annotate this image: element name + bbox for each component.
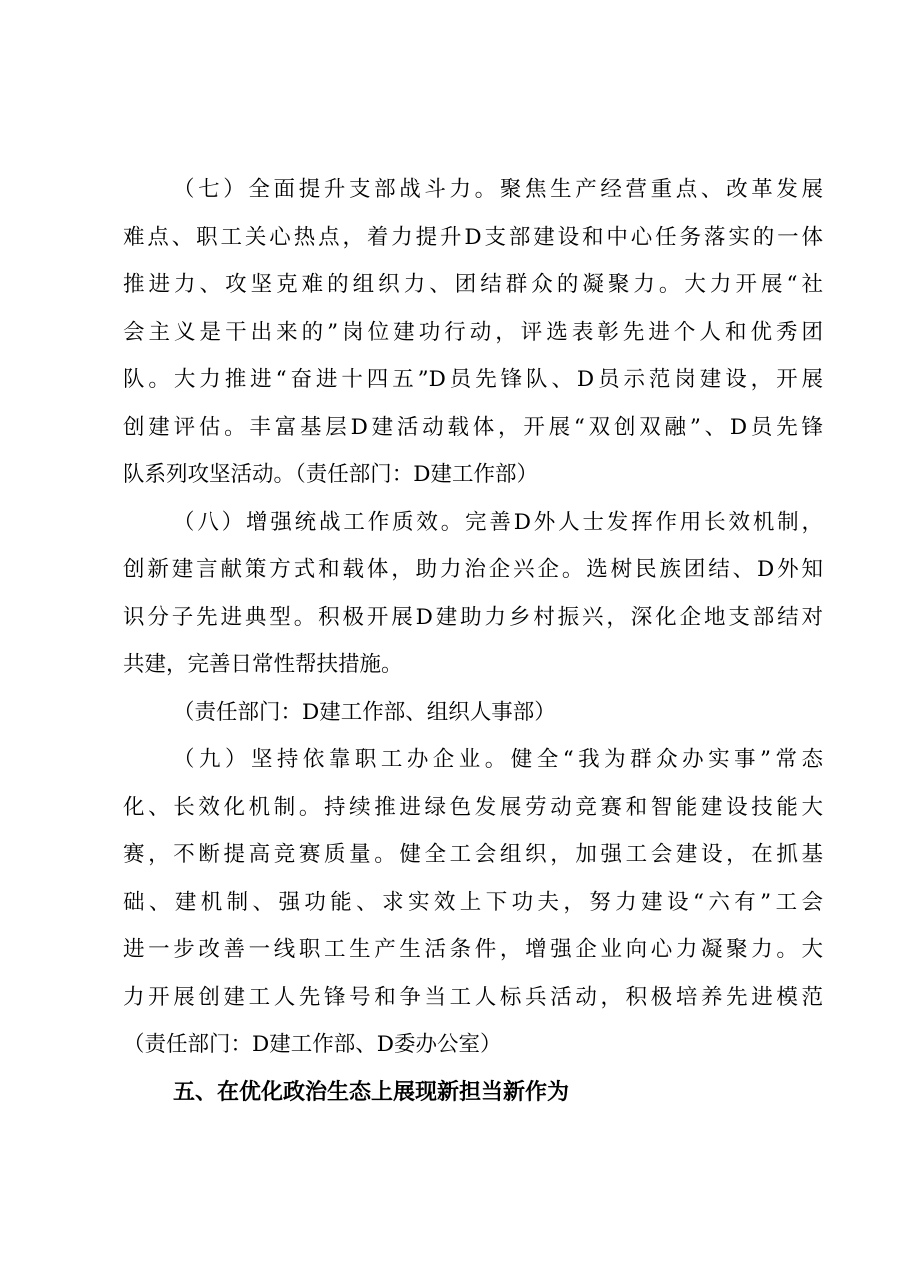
paragraph-line: （责任部门：D建工作部、D委办公室）	[123, 1032, 502, 1057]
paragraph-line: （八）增强统战工作质效。完善D外人士发挥作用长效机制，	[173, 509, 823, 535]
document-body	[123, 166, 823, 1116]
paragraph-line: 推进力、攻坚克难的组织力、团结群众的凝聚力。大力开展“社	[123, 272, 823, 297]
paragraph-line: 队系列攻坚活动。（责任部门：D建工作部）	[123, 462, 538, 487]
paragraph-line: 会主义是干出来的”岗位建功行动，评选表彰先进个人和优秀团	[123, 319, 823, 345]
paragraph-line: （九）坚持依靠职工办企业。健全“我为群众办实事”常态	[173, 747, 823, 772]
paragraph-7	[123, 166, 823, 499]
paragraph-line: 化、长效化机制。持续推进绿色发展劳动竞赛和智能建设技能大	[123, 794, 823, 820]
paragraph-9	[123, 736, 823, 1069]
paragraph-line: 创建评估。丰富基层D建活动载体，开展“双创双融”、D员先锋	[123, 414, 823, 440]
paragraph-line: 识分子先进典型。积极开展D建助力乡村振兴，深化企地支部结对	[123, 604, 823, 630]
responsibility-note	[123, 689, 823, 737]
paragraph-line: 力开展创建工人先锋号和争当工人标兵活动，积极培养先进模范	[123, 984, 823, 1010]
paragraph-line: 进一步改善一线职工生产生活条件，增强企业向心力凝聚力。大	[123, 937, 823, 962]
paragraph-line: 共建，完善日常性帮扶措施。	[123, 652, 403, 677]
paragraph-line: 队。大力推进“奋进十四五”D员先锋队、D员示范岗建设，开展	[123, 367, 823, 392]
paragraph-line: 创新建言献策方式和载体，助力治企兴企。选树民族团结、D外知	[123, 557, 823, 582]
paragraph-line: 赛，不断提高竞赛质量。健全工会组织，加强工会建设，在抓基	[123, 842, 823, 867]
paragraph-8	[123, 499, 823, 689]
paragraph-line: （七）全面提升支部战斗力。聚焦生产经营重点、改革发展	[173, 177, 823, 202]
paragraph-line: 难点、职工关心热点，着力提升D支部建设和中心任务落实的一体	[123, 224, 823, 250]
paragraph-line: （责任部门：D建工作部、组织人事部）	[173, 699, 556, 725]
section-heading: 五、在优化政治生态上展现新担当新作为	[173, 1079, 570, 1105]
paragraph-line: 础、建机制、强功能、求实效上下功夫，努力建设“六有”工会	[123, 889, 823, 915]
